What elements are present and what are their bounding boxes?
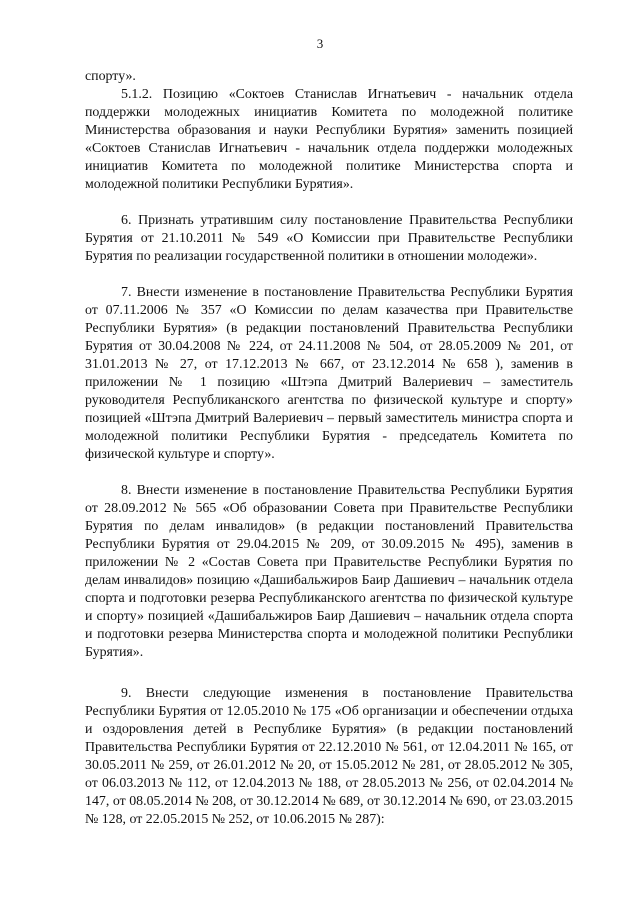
page-number: 3 xyxy=(316,36,324,51)
paragraph-7: 7. Внести изменение в постановление Правительства Республики Бурятия от 07.11.2006 № 357 «О Комиссии по делам казачества при Правительстве Республики Бурятия» (в редакции постановлений Правительства Республики Бурятия от 30.04.2008 № 224, от 24.11.2008 № 504, от 28.05.2009 № 201, от 31.01.2013 № 27, от 17.12.2013 № 667, от 23.12.2014 № 658 ), заменив в приложении № 1 позицию «Штэпа Дмитрий Валериевич – заместитель руководителя Республиканского агентства по физической культуре и спорту» позицией «Штэпа Дмитрий Валериевич – первый заместитель министра спорта и молодежной политики Республики Бурятия - председатель Комитета по физической культуре и спорту». xyxy=(85,285,573,462)
document-body xyxy=(85,68,573,829)
paragraph-9: 9. Внести следующие изменения в постановление Правительства Республики Бурятия от 12.05.2010 № 175 «Об организации и обеспечении отдыха и оздоровления детей в Республике Бурятия» (в редакции постановлений Правительства Республики Бурятия от 22.12.2010 № 561, от 12.04.2011 № 165, от 30.05.2011 № 259, от 26.01.2012 № 20, от 15.05.2012 № 281, от 28.05.2012 № 305, от 06.03.2013 № 112, от 12.04.2013 № 188, от 28.05.2013 № 256, от 02.04.2014 № 147, от 08.05.2014 № 208, от 30.12.2014 № 689, от 30.12.2014 № 690, от 23.03.2015 № 128, от 22.05.2015 № 252, от 10.06.2015 № 287): xyxy=(85,686,573,827)
paragraph-continuation: спорту». xyxy=(85,69,136,84)
paragraph-6: 6. Признать утратившим силу постановление Правительства Республики Бурятия от 21.10.2011 № 549 «О Комиссии при Правительстве Республики Бурятия по реализации государственной политики в отношении молодежи». xyxy=(85,213,573,264)
paragraph-5-1-2: 5.1.2. Позицию «Соктоев Станислав Игнатьевич - начальник отдела поддержки молодежных инициатив Комитета по молодежной политике Министерства образования и науки Республики Бурятия» заменить позицией «Соктоев Станислав Игнатьевич - начальник отдела поддержки молодежных инициатив Комитета по молодежной политике Министерства спорта и молодежной политики Республики Бурятия». xyxy=(85,87,573,192)
paragraph-8: 8. Внести изменение в постановление Правительства Республики Бурятия от 28.09.2012 № 565 «Об образовании Совета при Правительстве Республики Бурятия по делам инвалидов» (в редакции постановлений Правительства Республики Бурятия от 29.04.2015 № 209, от 30.09.2015 № 495), заменив в приложении № 2 «Состав Совета при Правительстве Республики Бурятия по делам инвалидов» позицию «Дашибальжиров Баир Дашиевич – начальник отдела спорта и подготовки резерва Республиканского агентства по физической культуре и спорту» позицией «Дашибальжиров Баир Дашиевич – начальник отдела спорта и подготовки резерва Министерства спорта и молодежной политики Республики Бурятия». xyxy=(85,483,573,660)
